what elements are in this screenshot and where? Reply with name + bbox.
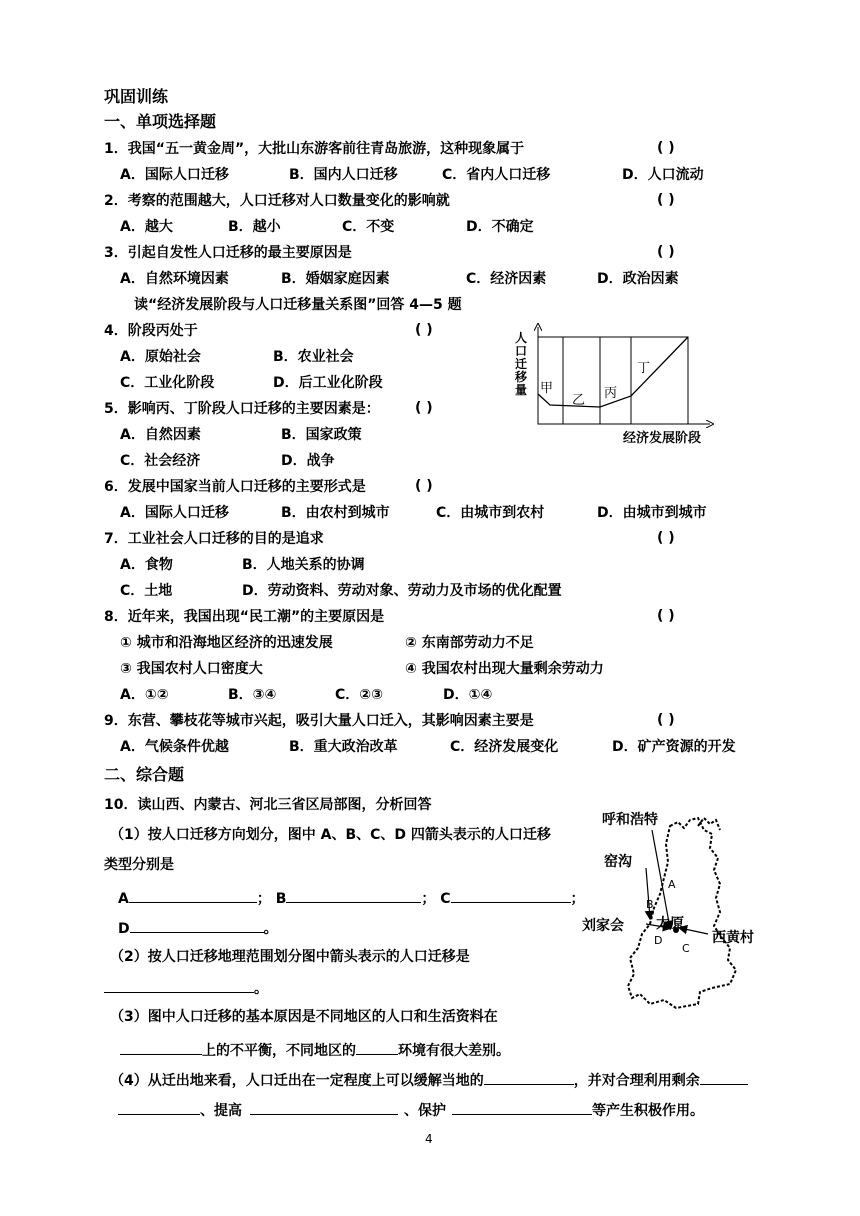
chart-xlabel: 经济发展阶段: [623, 431, 702, 446]
q5-answer-paren: ( ): [415, 400, 433, 416]
chart-ylabel-5: 量: [515, 383, 528, 397]
q8-option-d: D．①④: [443, 687, 493, 703]
section-title: 巩固训练: [104, 87, 169, 106]
blank-a[interactable]: [129, 888, 257, 903]
q8-option-b: B．③④: [228, 687, 277, 703]
label-arrow-c: C: [682, 942, 690, 955]
q6-option-c: C．由城市到农村: [436, 505, 545, 521]
q6-stem: 6．发展中国家当前人口迁移的主要形式是: [104, 479, 366, 495]
chart-stage-ding: 丁: [637, 361, 651, 376]
q7-option-c: C．土地: [120, 583, 173, 599]
chart-stage-bing: 丙: [604, 386, 618, 401]
migration-stage-chart: [510, 322, 730, 446]
q8-option-c: C．②③: [335, 687, 383, 703]
q8-answer-paren: ( ): [657, 608, 675, 624]
blank-label-c: C: [440, 891, 451, 907]
q9-option-b: B．重大政治改革: [289, 739, 398, 755]
q5-option-d: D．战争: [281, 453, 335, 469]
part1-title: 一、单项选择题: [104, 112, 217, 131]
label-liujiahui: 刘家会: [582, 918, 624, 934]
q10-sub4-line2: [118, 1100, 704, 1120]
part2-title: 二、综合题: [104, 765, 185, 784]
q10-sub1-line2: 类型分别是: [104, 857, 174, 873]
q4-option-a: A．原始社会: [120, 349, 201, 365]
q8-item-2: ② 东南部劳动力不足: [405, 635, 534, 651]
q7-stem: 7．工业社会人口迁移的目的是追求: [104, 531, 324, 547]
chart-ylabel-4: 移: [515, 370, 528, 384]
sub4-text-5: 等产生积极作用。: [592, 1103, 704, 1119]
q8-item-4: ④ 我国农村出现大量剩余劳动力: [405, 661, 604, 677]
q1-option-d: D．人口流动: [622, 167, 704, 183]
q8-option-a: A．①②: [120, 687, 169, 703]
q5-option-a: A．自然因素: [120, 427, 201, 443]
province-boundary: [628, 818, 736, 1008]
q2-option-b: B．越小: [228, 219, 281, 235]
q8-stem: 8．近年来，我国出现“民工潮”的主要原因是: [104, 609, 385, 625]
sub3-text-1: 上的不平衡，不同地区的: [202, 1043, 356, 1059]
q10-sub3-line2: [120, 1040, 510, 1060]
label-arrow-a: A: [668, 878, 676, 891]
q2-answer-paren: ( ): [657, 192, 675, 208]
sub3-text-2: 环境有很大差别。: [398, 1043, 510, 1059]
q10-sub2: （2）按人口迁移地理范围划分图中箭头表示的人口迁移是: [110, 949, 470, 965]
q1-option-a: A．国际人口迁移: [120, 167, 229, 183]
q10-sub3-line1: （3）图中人口迁移的基本原因是不同地区的人口和生活资料在: [110, 1009, 498, 1025]
q2-option-d: D．不确定: [466, 219, 534, 235]
q4-stem: 4．阶段丙处于: [104, 323, 198, 339]
q4-option-d: D．后工业化阶段: [273, 375, 383, 391]
q10-stem: 10．读山西、内蒙古、河北三省区局部图，分析回答: [104, 797, 432, 813]
chart-frame: [538, 337, 688, 424]
q9-option-a: A．气候条件优越: [120, 739, 229, 755]
period: 。: [263, 921, 278, 937]
sub4-text-3: 、提高: [200, 1103, 242, 1119]
q9-answer-paren: ( ): [657, 712, 675, 728]
sub4-text-1: （4）从迁出地来看，人口迁出在一定程度上可以缓解当地的: [110, 1073, 484, 1089]
blank-label-b: B: [275, 891, 287, 907]
q9-option-c: C．经济发展变化: [450, 739, 559, 755]
q10-sub1-line1: （1）按人口迁移方向划分，图中 A、B、C、D 四箭头表示的人口迁移: [110, 827, 551, 843]
period: 。: [254, 981, 268, 997]
blank-label-a: A: [118, 891, 129, 907]
read-note: 读“经济发展阶段与人口迁移量关系图”回答 4—5 题: [134, 297, 462, 313]
label-yaogou: 窑沟: [604, 854, 632, 870]
blank-label-d: D: [118, 921, 130, 937]
q5-option-c: C．社会经济: [120, 453, 201, 469]
chart-stage-yi: 乙: [572, 393, 586, 408]
label-taiyuan: 太原: [656, 916, 684, 932]
blank-sub4-4[interactable]: [250, 1100, 398, 1115]
q6-option-b: B．由农村到城市: [281, 505, 390, 521]
q7-option-a: A．食物: [120, 557, 173, 573]
arrow-c: [680, 928, 708, 934]
q8-item-3: ③ 我国农村人口密度大: [120, 661, 263, 677]
q10-answer-row-d: [118, 918, 278, 938]
blank-sub4-5[interactable]: [452, 1100, 592, 1115]
q1-stem: 1．我国“五一黄金周”，大批山东游客前往青岛旅游，这种现象属于: [104, 141, 525, 157]
q4-option-c: C．工业化阶段: [120, 375, 215, 391]
q10-sub2-answer: [104, 978, 268, 998]
q6-option-d: D．由城市到城市: [597, 505, 707, 521]
q3-option-d: D．政治因素: [597, 271, 679, 287]
label-arrow-d: D: [654, 934, 663, 947]
q6-option-a: A．国际人口迁移: [120, 505, 229, 521]
q9-option-d: D．矿产资源的开发: [612, 739, 736, 755]
q1-option-c: C．省内人口迁移: [442, 167, 551, 183]
q4-option-b: B．农业社会: [273, 349, 354, 365]
blank-b[interactable]: [286, 888, 421, 903]
chart-ylabel-2: 口: [515, 344, 528, 358]
q7-option-b: B．人地关系的协调: [242, 557, 365, 573]
chart-stage-jia: 甲: [540, 381, 554, 396]
q3-answer-paren: ( ): [657, 244, 675, 260]
blank-sub2[interactable]: [104, 978, 254, 993]
blank-sub4-3[interactable]: [118, 1100, 200, 1115]
q9-stem: 9．东营、攀枝花等城市兴起，吸引大量人口迁入，其影响因素主要是: [104, 713, 534, 729]
q2-option-a: A．越大: [120, 219, 173, 235]
q3-option-a: A．自然环境因素: [120, 271, 229, 287]
q10-answer-row-abc: [118, 888, 585, 908]
blank-sub3-2[interactable]: [356, 1040, 398, 1055]
blank-sub4-2[interactable]: [700, 1070, 748, 1085]
shanxi-region-map: [580, 808, 760, 1018]
q2-stem: 2．考察的范围越大，人口迁移对人口数量变化的影响就: [104, 193, 450, 209]
q3-option-b: B．婚姻家庭因素: [281, 271, 390, 287]
blank-d[interactable]: [130, 918, 264, 933]
label-xihuangcun: 西黄村: [712, 930, 754, 946]
q2-option-c: C．不变: [342, 219, 395, 235]
q5-stem: 5．影响丙、丁阶段人口迁移的主要因素是：: [104, 401, 380, 417]
q3-option-c: C．经济因素: [466, 271, 547, 287]
q6-answer-paren: ( ): [415, 478, 433, 494]
q5-option-b: B．国家政策: [281, 427, 362, 443]
q1-option-b: B．国内人口迁移: [289, 167, 398, 183]
q4-answer-paren: ( ): [415, 322, 433, 338]
q7-option-d: D．劳动资料、劳动对象、劳动力及市场的优化配置: [242, 583, 562, 599]
sub4-text-4: 、保护: [404, 1103, 446, 1119]
sub4-text-2: ，并对合理利用剩余: [573, 1073, 700, 1089]
label-huhehaote: 呼和浩特: [602, 812, 658, 828]
label-arrow-b: B: [646, 898, 654, 911]
q1-answer-paren: ( ): [657, 140, 675, 156]
separator: ；: [570, 891, 585, 907]
blank-c[interactable]: [451, 888, 571, 903]
chart-ylabel-1: 人: [515, 331, 528, 345]
blank-sub3-1[interactable]: [120, 1040, 202, 1055]
page-number: 4: [425, 1132, 433, 1146]
q10-sub4-line1: [110, 1070, 748, 1090]
separator: ；: [421, 891, 436, 907]
q8-item-1: ① 城市和沿海地区经济的迅速发展: [120, 635, 333, 651]
q7-answer-paren: ( ): [657, 530, 675, 546]
chart-ylabel-3: 迁: [515, 357, 528, 371]
q3-stem: 3．引起自发性人口迁移的最主要原因是: [104, 245, 352, 261]
separator: ；: [256, 891, 271, 907]
blank-sub4-1[interactable]: [484, 1070, 574, 1085]
